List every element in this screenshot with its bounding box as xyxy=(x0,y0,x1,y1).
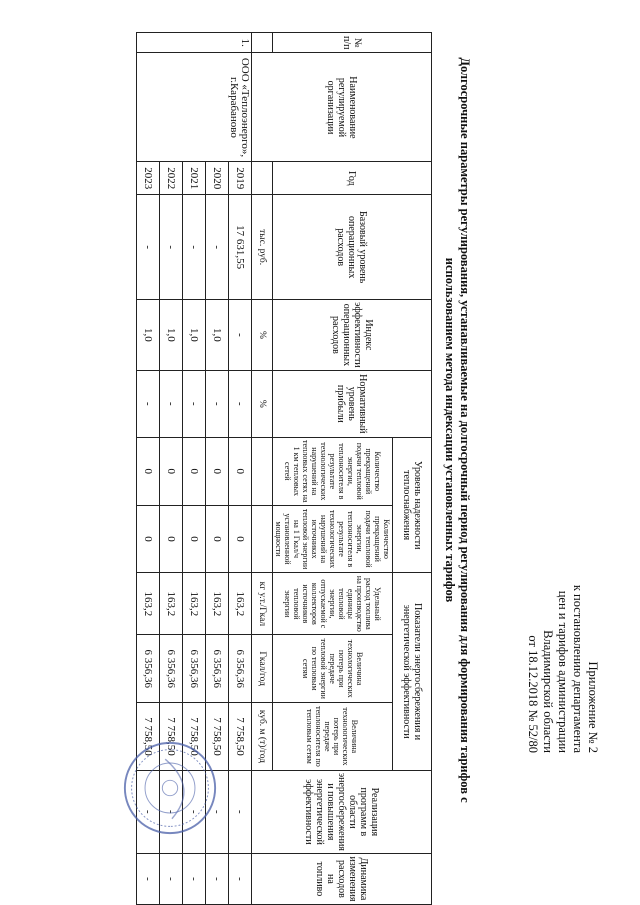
cell-profit: - xyxy=(206,370,229,437)
title-line: Долгосрочные параметры регулирования, устанавливаемые на долгосрочный период регулирования для формирования тарифов с xyxy=(458,57,472,803)
cell-year: 2023 xyxy=(137,162,160,195)
header-heat-losses: Величина технологических потерь при передаче тепловой энергии по тепловым сетям xyxy=(273,635,393,703)
header-energy-program: Реализация программ в области энергосбережения и повышения энергетической эффективности xyxy=(252,770,432,853)
cell-program: - xyxy=(137,770,160,853)
cell-index: - xyxy=(229,300,252,371)
org-number: 1. xyxy=(137,33,252,53)
header-base-opex: Базовый уровень операционных расходов xyxy=(273,195,432,300)
cell-year: 2020 xyxy=(206,162,229,195)
cell-year: 2019 xyxy=(229,162,252,195)
cell-en3: 7 758,50 xyxy=(183,703,206,771)
cell-base: - xyxy=(206,195,229,300)
unit-index: % xyxy=(252,300,273,371)
header-network-interruptions: Количество прекращений подачи тепловой энергии, теплоносителя в результате технологических нарушений на тепловых сетях на 1 км тепловых сетей xyxy=(273,437,393,505)
cell-program: - xyxy=(160,770,183,853)
header-specific-fuel: Удельный расход топлива на производство единицы тепловой энергии, отпускаемой с коллекторов источников тепловой энергии xyxy=(273,573,393,635)
appendix-line: от 18.12.2018 № 52/80 xyxy=(526,635,540,753)
title-line: использованием метода индексации установленных тарифов xyxy=(443,257,457,603)
cell-en1: 163,2 xyxy=(160,573,183,635)
header-source-interruptions: Количество прекращений подачи тепловой энергии, теплоносителя в результате технологических нарушений на источниках тепловой энергии на 1 Гкал/ч установленной мощности xyxy=(273,505,393,573)
cell-base: - xyxy=(160,195,183,300)
header-efficiency-index: Индекс эффективности операционных расходов xyxy=(273,300,432,371)
appendix-header xyxy=(525,453,600,753)
header-fuel-dynamics: Динамика изменения расходов на топливо xyxy=(252,853,432,904)
cell-rel2: 0 xyxy=(160,505,183,573)
org-name: ООО «Теплоэнерго», г.Карабаново xyxy=(137,53,252,162)
appendix-line: цен и тарифов администрации xyxy=(556,590,570,753)
cell-en3: 7 758,50 xyxy=(137,703,160,771)
cell-rel1: 0 xyxy=(183,437,206,505)
header-organization: Наименование регулируемой организации xyxy=(252,53,432,162)
header-year: Год xyxy=(273,162,432,195)
unit-coolant-losses: куб. м (т)/год xyxy=(252,703,273,771)
cell-base: 17 631,55 xyxy=(229,195,252,300)
cell-index: 1,0 xyxy=(160,300,183,371)
cell-program: - xyxy=(206,770,229,853)
cell-fuel: - xyxy=(183,853,206,904)
cell-rel2: 0 xyxy=(183,505,206,573)
appendix-line: Приложение № 2 xyxy=(586,661,600,753)
unit-base: тыс. руб. xyxy=(252,195,273,300)
cell-en1: 163,2 xyxy=(229,573,252,635)
document-title xyxy=(442,40,472,820)
unit-rel2-empty xyxy=(252,505,273,573)
cell-rel1: 0 xyxy=(206,437,229,505)
cell-en2: 6 356,36 xyxy=(183,635,206,703)
unit-number-empty xyxy=(252,33,273,53)
header-energy-group: Показатели энергосбережения и энергетической эффективности xyxy=(393,573,432,770)
cell-base: - xyxy=(183,195,206,300)
cell-base: - xyxy=(137,195,160,300)
cell-program: - xyxy=(183,770,206,853)
table-row xyxy=(229,33,252,905)
header-profit-level: Нормативный уровень прибыли xyxy=(273,370,432,437)
cell-year: 2022 xyxy=(160,162,183,195)
header-coolant-losses: Величина технологических потерь при передаче теплоносителя по тепловым сетям xyxy=(273,703,393,771)
cell-en1: 163,2 xyxy=(206,573,229,635)
official-seal-stamp xyxy=(122,740,218,836)
cell-en2: 6 356,36 xyxy=(137,635,160,703)
cell-profit: - xyxy=(183,370,206,437)
appendix-line: Владимирской области xyxy=(541,630,555,753)
unit-year-empty xyxy=(252,162,273,195)
cell-profit: - xyxy=(229,370,252,437)
cell-en1: 163,2 xyxy=(137,573,160,635)
cell-en2: 6 356,36 xyxy=(229,635,252,703)
unit-rel1-empty xyxy=(252,437,273,505)
cell-fuel: - xyxy=(229,853,252,904)
cell-rel2: 0 xyxy=(206,505,229,573)
appendix-line: к постановлению департамента xyxy=(571,584,585,753)
unit-specific-fuel: кг у.т./Гкал xyxy=(252,573,273,635)
cell-fuel: - xyxy=(137,853,160,904)
unit-heat-losses: Гкал/год xyxy=(252,635,273,703)
cell-profit: - xyxy=(137,370,160,437)
cell-en3: 7 758,50 xyxy=(206,703,229,771)
header-number: № п/п xyxy=(273,33,432,53)
cell-year: 2021 xyxy=(183,162,206,195)
cell-profit: - xyxy=(160,370,183,437)
cell-en1: 163,2 xyxy=(183,573,206,635)
cell-rel2: 0 xyxy=(137,505,160,573)
cell-fuel: - xyxy=(206,853,229,904)
cell-rel1: 0 xyxy=(229,437,252,505)
cell-en2: 6 356,36 xyxy=(160,635,183,703)
cell-en3: 7 758,50 xyxy=(229,703,252,771)
header-reliability-group: Уровень надежности теплоснабжения xyxy=(393,437,432,572)
cell-fuel: - xyxy=(160,853,183,904)
cell-index: 1,0 xyxy=(137,300,160,371)
cell-index: 1,0 xyxy=(183,300,206,371)
cell-rel1: 0 xyxy=(137,437,160,505)
cell-en3: 7 758,50 xyxy=(160,703,183,771)
unit-profit: % xyxy=(252,370,273,437)
cell-index: 1,0 xyxy=(206,300,229,371)
cell-rel1: 0 xyxy=(160,437,183,505)
cell-en2: 6 356,36 xyxy=(206,635,229,703)
cell-program: - xyxy=(229,770,252,853)
cell-rel2: 0 xyxy=(229,505,252,573)
